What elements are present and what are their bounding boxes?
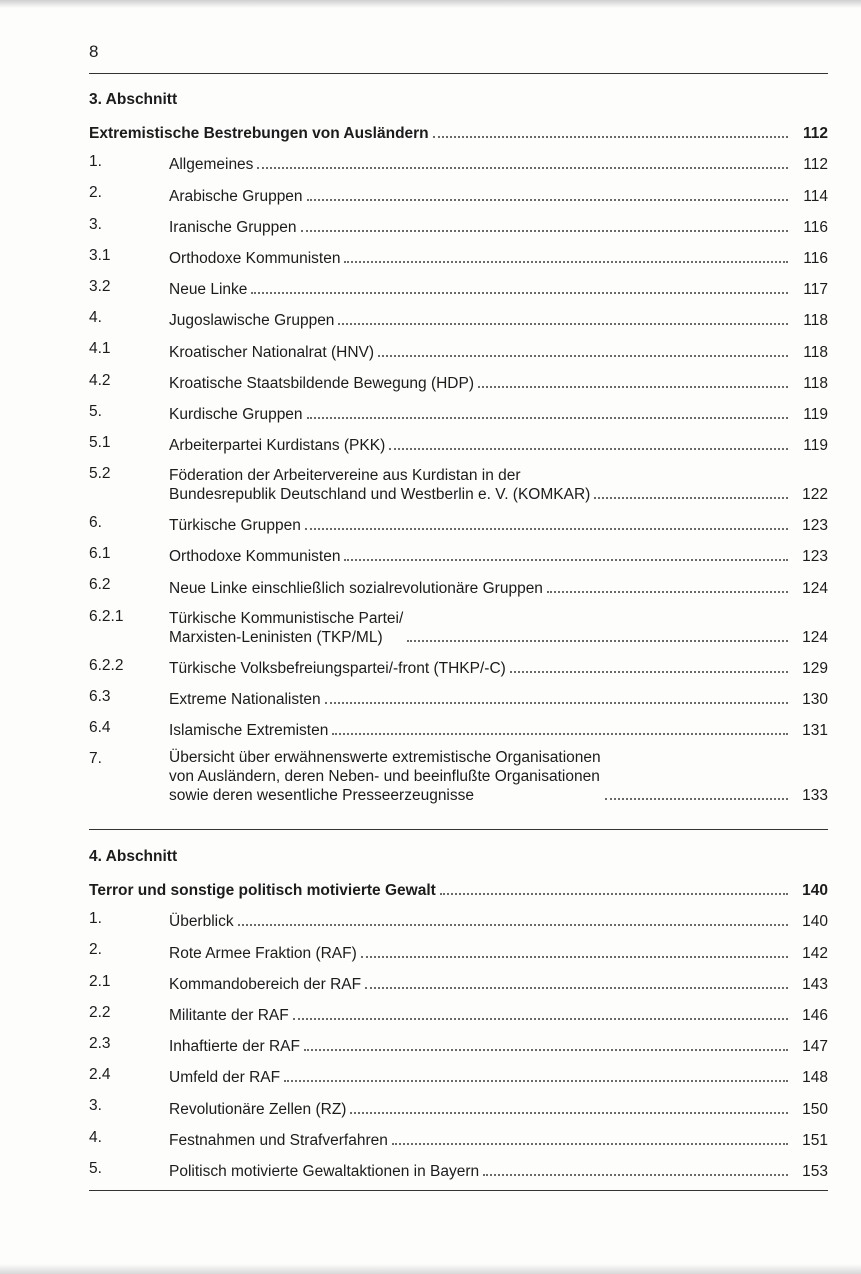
dot-leader: [440, 893, 788, 895]
toc-entry: [89, 1028, 828, 1059]
toc-entry-page: 148: [802, 1069, 828, 1087]
dot-leader: [510, 671, 788, 673]
toc-entry-number: 6.: [89, 514, 102, 532]
toc-entry-title-wrap: [169, 721, 794, 743]
toc-entry-page: 129: [802, 659, 828, 677]
toc-entry-title-wrap: [169, 1100, 794, 1122]
dot-leader: [361, 956, 788, 958]
dot-leader: [307, 199, 788, 201]
toc-entry-title-wrap: [169, 311, 794, 333]
toc-entry-title: Islamische Extremisten: [169, 722, 329, 740]
toc-entry-title: Militante der RAF: [169, 1006, 289, 1024]
toc-entry-title-wrap: [169, 280, 794, 302]
toc-entry-title: Kommandobereich der RAF: [169, 975, 362, 993]
toc-entry-title-wrap: [169, 343, 794, 365]
toc-entry-title: Übersicht über erwähnenswerte extremistische Organisationen von Ausländern, deren Neben- und beeinflußte Organisationen sowie deren wesentliche Presseerzeugnisse: [169, 749, 601, 805]
toc-entry: [89, 1153, 828, 1184]
dot-leader: [478, 386, 788, 388]
toc-entry-title-wrap: [169, 748, 794, 808]
toc-entry-number: 1.: [89, 153, 102, 171]
toc-entry-title-wrap: [169, 405, 794, 427]
toc-entry-title: Neue Linke: [169, 281, 248, 299]
toc-entry: [89, 712, 828, 743]
bottom-rule: [89, 1190, 828, 1191]
toc-entry-page: 118: [803, 312, 828, 330]
toc-entry-page: 133: [802, 787, 828, 805]
dot-leader: [547, 591, 788, 593]
toc-entry-number: 3.2: [89, 277, 111, 295]
toc-entry-title: Neue Linke einschließlich sozialrevolutionäre Gruppen: [169, 579, 543, 597]
toc-entry-number: 2.2: [89, 1003, 111, 1021]
page-edge-top: [0, 0, 861, 8]
toc-entry-page: 122: [802, 486, 828, 504]
toc-entry: [89, 365, 828, 396]
toc-entry-number: 2.: [89, 184, 102, 202]
toc-entry-title-wrap: [169, 1068, 794, 1090]
toc-entry: [89, 1059, 828, 1090]
toc-entry-title-wrap: [169, 466, 794, 507]
toc-entry-page: 130: [802, 691, 828, 708]
toc-entry-title: Kroatischer Nationalrat (HNV): [169, 343, 375, 361]
toc-entry-number: 2.4: [89, 1066, 111, 1084]
toc-entry-number: 4.: [89, 1128, 102, 1146]
toc-entry-title-wrap: [169, 609, 794, 650]
toc-entry-page: 119: [803, 437, 828, 455]
toc-entry-page: 151: [802, 1131, 828, 1149]
dot-leader: [392, 1143, 788, 1145]
toc-entry-number: 2.1: [89, 972, 111, 990]
toc-entry-title: Türkische Kommunistische Partei/ Marxisten-Leninisten (TKP/ML): [169, 609, 404, 646]
toc-entry-title-wrap: [169, 436, 794, 458]
toc-entry-page: 124: [802, 579, 828, 597]
dot-leader: [483, 1174, 788, 1176]
toc-entry: [89, 271, 828, 302]
toc-entry-title-wrap: [169, 218, 794, 240]
section-3: [89, 85, 828, 808]
toc-entry: [89, 209, 828, 240]
toc-entry-page: 123: [802, 548, 828, 566]
toc-entry: [89, 569, 828, 600]
toc-entry-number: 4.: [89, 309, 102, 327]
toc-entry-title-wrap: [169, 155, 794, 177]
toc-entry: [89, 997, 828, 1028]
toc-entry-page: 117: [803, 281, 828, 299]
section-heading: 4. Abschnitt: [89, 848, 178, 865]
toc-entry-title-wrap: [169, 374, 794, 396]
toc-entry-number: 4.2: [89, 371, 111, 389]
toc-entry: [89, 601, 828, 650]
toc-entry-page: 116: [803, 218, 828, 236]
toc-entry-title: Terror und sonstige politisch motivierte Gewalt: [89, 882, 436, 900]
dot-leader: [238, 924, 788, 926]
toc-entry-title: Festnahmen und Strafverfahren: [169, 1131, 388, 1149]
section-4: [89, 842, 828, 1184]
dot-leader: [389, 448, 788, 450]
toc-entry-title: Arabische Gruppen: [169, 187, 303, 205]
dot-leader: [365, 987, 788, 989]
toc-entry-title: Inhaftierte der RAF: [169, 1038, 300, 1056]
toc-entry-page: 124: [802, 628, 828, 646]
section-divider-rule: [89, 829, 828, 830]
toc-entry-title: Föderation der Arbeitervereine aus Kurdistan in der Bundesrepublik Deutschland und Westberlin e. V. (KOMKAR): [169, 467, 591, 504]
toc-entry-title-wrap: [169, 659, 794, 681]
toc-entry-page: 146: [802, 1006, 828, 1024]
toc-entry-number: 3.: [89, 215, 102, 233]
toc-entry-number: 6.1: [89, 545, 111, 563]
toc-entry-title: Rote Armee Fraktion (RAF): [169, 944, 357, 962]
dot-leader: [594, 497, 788, 499]
toc-entry-page: 150: [802, 1100, 828, 1118]
toc-entry: [89, 743, 828, 808]
toc-entry-page: 153: [802, 1162, 828, 1180]
toc-entry-title: Extreme Nationalisten: [169, 691, 321, 708]
toc-entry-title: Jugoslawische Gruppen: [169, 312, 335, 330]
toc-entry-title-wrap: [169, 912, 794, 934]
toc-entry: [89, 333, 828, 364]
toc-entry-title: Iranische Gruppen: [169, 218, 297, 236]
toc-entry-page: 140: [802, 882, 828, 900]
dot-leader: [433, 136, 788, 138]
toc-entry-title: Allgemeines: [169, 156, 254, 174]
toc-entry-number: 2.: [89, 941, 102, 959]
toc-entry-title: Revolutionäre Zellen (RZ): [169, 1100, 347, 1118]
toc-entry-title-wrap: [169, 516, 794, 538]
toc-entry: [89, 240, 828, 271]
toc-entry-number: 1.: [89, 910, 102, 928]
toc-entry: [89, 538, 828, 569]
toc-entry-page: 131: [802, 722, 828, 740]
toc-entry: [89, 507, 828, 538]
toc-entry-title: Türkische Volksbefreiungspartei/-front (THKP/-C): [169, 659, 506, 677]
toc-entry: [89, 177, 828, 208]
toc-entry-title-wrap: [169, 579, 794, 601]
toc-entry-title-wrap: [169, 1006, 794, 1028]
toc-entry-title-wrap: [169, 249, 794, 271]
toc-entry: [89, 146, 828, 177]
toc-entry-title-wrap: [169, 1162, 794, 1184]
toc-entry-title-wrap: [169, 1131, 794, 1153]
dot-leader: [325, 702, 788, 704]
toc-entry-number: 5.: [89, 402, 102, 420]
toc-entry-page: 116: [803, 249, 828, 267]
toc-entry-title: Überblick: [169, 913, 234, 931]
toc-entry: [89, 903, 828, 934]
toc-entry-page: 123: [802, 517, 828, 535]
toc-entry-page: 140: [802, 913, 828, 931]
toc-entry-number: 6.2: [89, 576, 111, 594]
toc-entry: [89, 650, 828, 681]
dot-leader: [378, 355, 788, 357]
dot-leader: [407, 640, 788, 642]
dot-leader: [304, 1049, 788, 1051]
toc-entry-title-wrap: [89, 881, 794, 903]
toc-entry-number: 3.: [89, 1097, 102, 1115]
toc-entry-number: 4.1: [89, 340, 111, 358]
page-edge-bottom: [0, 1264, 861, 1274]
dot-leader: [605, 798, 788, 800]
toc-entry-page: 118: [803, 343, 828, 361]
toc-entry-number: 2.3: [89, 1034, 111, 1052]
toc-entry-title-wrap: [169, 944, 794, 966]
dot-leader: [332, 733, 788, 735]
toc-chapter-entry: [89, 115, 828, 146]
toc-list: [89, 872, 828, 1184]
toc-chapter-entry: [89, 872, 828, 903]
toc-entry-number: 5.1: [89, 433, 111, 451]
toc-entry-number: 6.2.2: [89, 656, 124, 674]
toc-entry-page: 114: [803, 187, 828, 205]
dot-leader: [305, 528, 788, 530]
toc-entry-number: 5.: [89, 1159, 102, 1177]
toc-entry-page: 119: [803, 405, 828, 423]
dot-leader: [301, 230, 788, 232]
toc-entry-number: 6.4: [89, 719, 111, 736]
top-rule: [89, 73, 828, 74]
toc-entry-title: Extremistische Bestrebungen von Ausländern: [89, 125, 429, 143]
toc-entry-title-wrap: [169, 975, 794, 997]
toc-entry-page: 147: [802, 1038, 828, 1056]
toc-entry-title-wrap: [169, 547, 794, 569]
toc-entry-page: 112: [803, 156, 828, 174]
page-number: 8: [89, 42, 99, 61]
toc-entry-title-wrap: [169, 187, 794, 209]
toc-entry-title: Orthodoxe Kommunisten: [169, 548, 341, 566]
toc-entry: [89, 396, 828, 427]
dot-leader: [350, 1112, 788, 1114]
dot-leader: [344, 559, 788, 561]
toc-entry-title: Orthodoxe Kommunisten: [169, 249, 341, 267]
toc-entry: [89, 458, 828, 507]
toc-entry-page: 143: [802, 975, 828, 993]
dot-leader: [251, 292, 788, 294]
dot-leader: [344, 261, 788, 263]
toc-entry-page: 118: [803, 374, 828, 392]
toc-entry-title-wrap: [169, 690, 794, 712]
toc-entry: [89, 427, 828, 458]
toc-entry-number: 3.1: [89, 246, 111, 264]
toc-entry: [89, 934, 828, 965]
dot-leader: [284, 1080, 788, 1082]
toc-entry-number: 7.: [89, 750, 102, 768]
toc-entry-number: 6.2.1: [89, 607, 124, 625]
toc-entry: [89, 1122, 828, 1153]
toc-entry-number: 5.2: [89, 465, 111, 483]
toc-entry-title: Türkische Gruppen: [169, 517, 301, 535]
section-heading: 3. Abschnitt: [89, 91, 178, 108]
toc-entry-title: Arbeiterpartei Kurdistans (PKK): [169, 437, 386, 455]
toc-entry-title: Politisch motivierte Gewaltaktionen in Bayern: [169, 1162, 480, 1180]
toc-entry-number: 6.3: [89, 687, 111, 705]
dot-leader: [293, 1018, 788, 1020]
toc-entry: [89, 302, 828, 333]
toc-list: [89, 115, 828, 808]
dot-leader: [257, 167, 788, 169]
toc-entry: [89, 681, 828, 712]
toc-entry-page: 142: [802, 944, 828, 962]
dot-leader: [307, 417, 788, 419]
toc-entry-title-wrap: [169, 1037, 794, 1059]
toc-entry-title: Kroatische Staatsbildende Bewegung (HDP): [169, 374, 475, 392]
toc-entry: [89, 1090, 828, 1121]
toc-entry-page: 112: [802, 125, 828, 143]
dot-leader: [338, 323, 788, 325]
toc-entry-title: Umfeld der RAF: [169, 1069, 281, 1087]
toc-entry-title-wrap: [89, 124, 794, 146]
toc-entry: [89, 966, 828, 997]
toc-entry-title: Kurdische Gruppen: [169, 405, 303, 423]
